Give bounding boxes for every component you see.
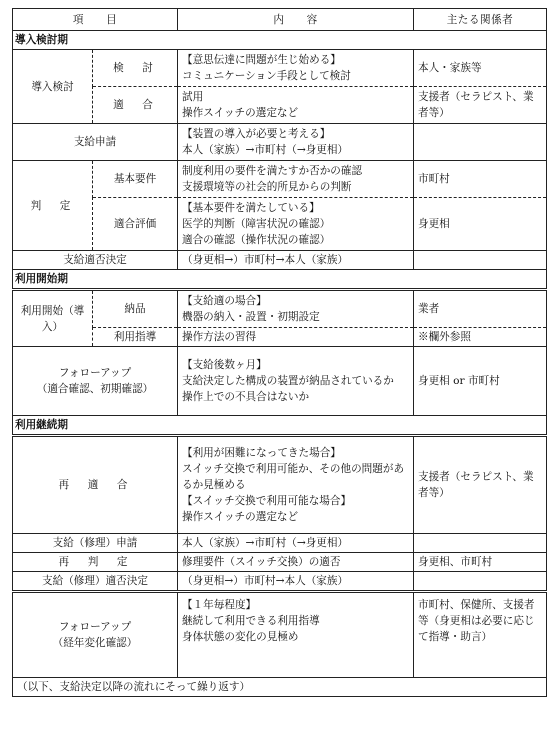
section-row [13,270,547,290]
footer-row [13,678,547,697]
table-row [13,534,547,553]
section-row [13,416,547,436]
table-row [13,553,547,572]
row-sub: 適合評価 [93,198,178,251]
support-flow-table [12,8,547,697]
row-party [414,124,547,161]
row-party: 支援者（セラピスト、業者等） [414,87,547,124]
section-title: 導入検討期 [13,31,547,50]
row-content: 【基本要件を満たしている】 医学的判断（障害状況の確認） 適合の確認（操作状況の確認） [178,198,414,251]
footer-note: （以下、支給決定以降の流れにそって繰り返す） [13,678,547,697]
row-content: （身更相→）市町村→本人（家族） [178,572,414,592]
row-party: ※欄外参照 [414,328,547,347]
table-row [13,592,547,678]
row-sub: 基本要件 [93,161,178,198]
header-content: 内 容 [178,9,414,31]
row-content: 本人（家族）→市町村（→身更相） [178,534,414,553]
row-item: 支給適否決定 [13,251,178,270]
row-item: 再 適 合 [13,436,178,534]
row-content: （身更相→）市町村→本人（家族） [178,251,414,270]
row-content: 【支給後数ヶ月】 支給決定した構成の装置が納品されているか 操作上での不具合はないか [178,347,414,416]
row-sub: 利用指導 [93,328,178,347]
table-row [13,198,547,251]
row-party: 業者 [414,290,547,328]
row-item-line: （適合確認、初期確認） [36,383,154,395]
row-group: 導入検討 [13,50,93,124]
row-content: 【１年毎程度】 継続して利用できる利用指導 身体状態の変化の見極め [178,592,414,678]
row-group: 判 定 [13,161,93,251]
section-row [13,31,547,50]
row-content: 修理要件（スイッチ交換）の適否 [178,553,414,572]
table-row [13,50,547,87]
table-row [13,124,547,161]
row-party: 支援者（セラピスト、業者等） [414,436,547,534]
row-item [13,592,178,678]
row-party [414,534,547,553]
table-row [13,347,547,416]
row-item-line: フォローアップ [58,367,132,379]
row-party: 市町村 [414,161,547,198]
row-party: 身更相 or 市町村 [414,347,547,416]
header-item: 項 目 [13,9,178,31]
row-party: 身更相、市町村 [414,553,547,572]
row-content: 操作方法の習得 [178,328,414,347]
row-party [414,572,547,592]
row-party: 市町村、保健所、支援者等（身更相は必要に応じて指導・助言） [414,592,547,678]
row-content: 制度利用の要件を満たすか否かの確認 支援環境等の社会的所見からの判断 [178,161,414,198]
section-title: 利用継続期 [13,416,547,436]
row-content: 【利用が困難になってきた場合】 スイッチ交換で利用可能か、その他の問題があるか見極める 【スイッチ交換で利用可能な場合】 操作スイッチの選定など [178,436,414,534]
table-row [13,290,547,328]
flow-table-container [12,8,547,697]
row-party [414,251,547,270]
table-row [13,87,547,124]
table-row [13,572,547,592]
row-content: 【支給適の場合】 機器の納入・設置・初期設定 [178,290,414,328]
row-content: 【装置の導入が必要と考える】 本人（家族）→市町村（→身更相） [178,124,414,161]
section-title: 利用開始期 [13,270,547,290]
row-content: 試用 操作スイッチの選定など [178,87,414,124]
row-item-line: （経年変化確認） [52,637,138,649]
row-group: 利用開始（導入） [13,290,93,347]
row-party: 身更相 [414,198,547,251]
table-row [13,328,547,347]
row-party: 本人・家族等 [414,50,547,87]
row-sub: 納品 [93,290,178,328]
table-row [13,251,547,270]
table-row [13,436,547,534]
row-item: 支給（修理）申請 [13,534,178,553]
row-item: 支給（修理）適否決定 [13,572,178,592]
row-item: 再 判 定 [13,553,178,572]
row-item-line: フォローアップ [58,621,132,633]
row-item [13,347,178,416]
row-content: 【意思伝達に問題が生じ始める】 コミュニケーション手段として検討 [178,50,414,87]
header-party: 主たる関係者 [414,9,547,31]
row-sub: 検 討 [93,50,178,87]
row-item: 支給申請 [13,124,178,161]
table-header-row [13,9,547,31]
row-sub: 適 合 [93,87,178,124]
table-row [13,161,547,198]
